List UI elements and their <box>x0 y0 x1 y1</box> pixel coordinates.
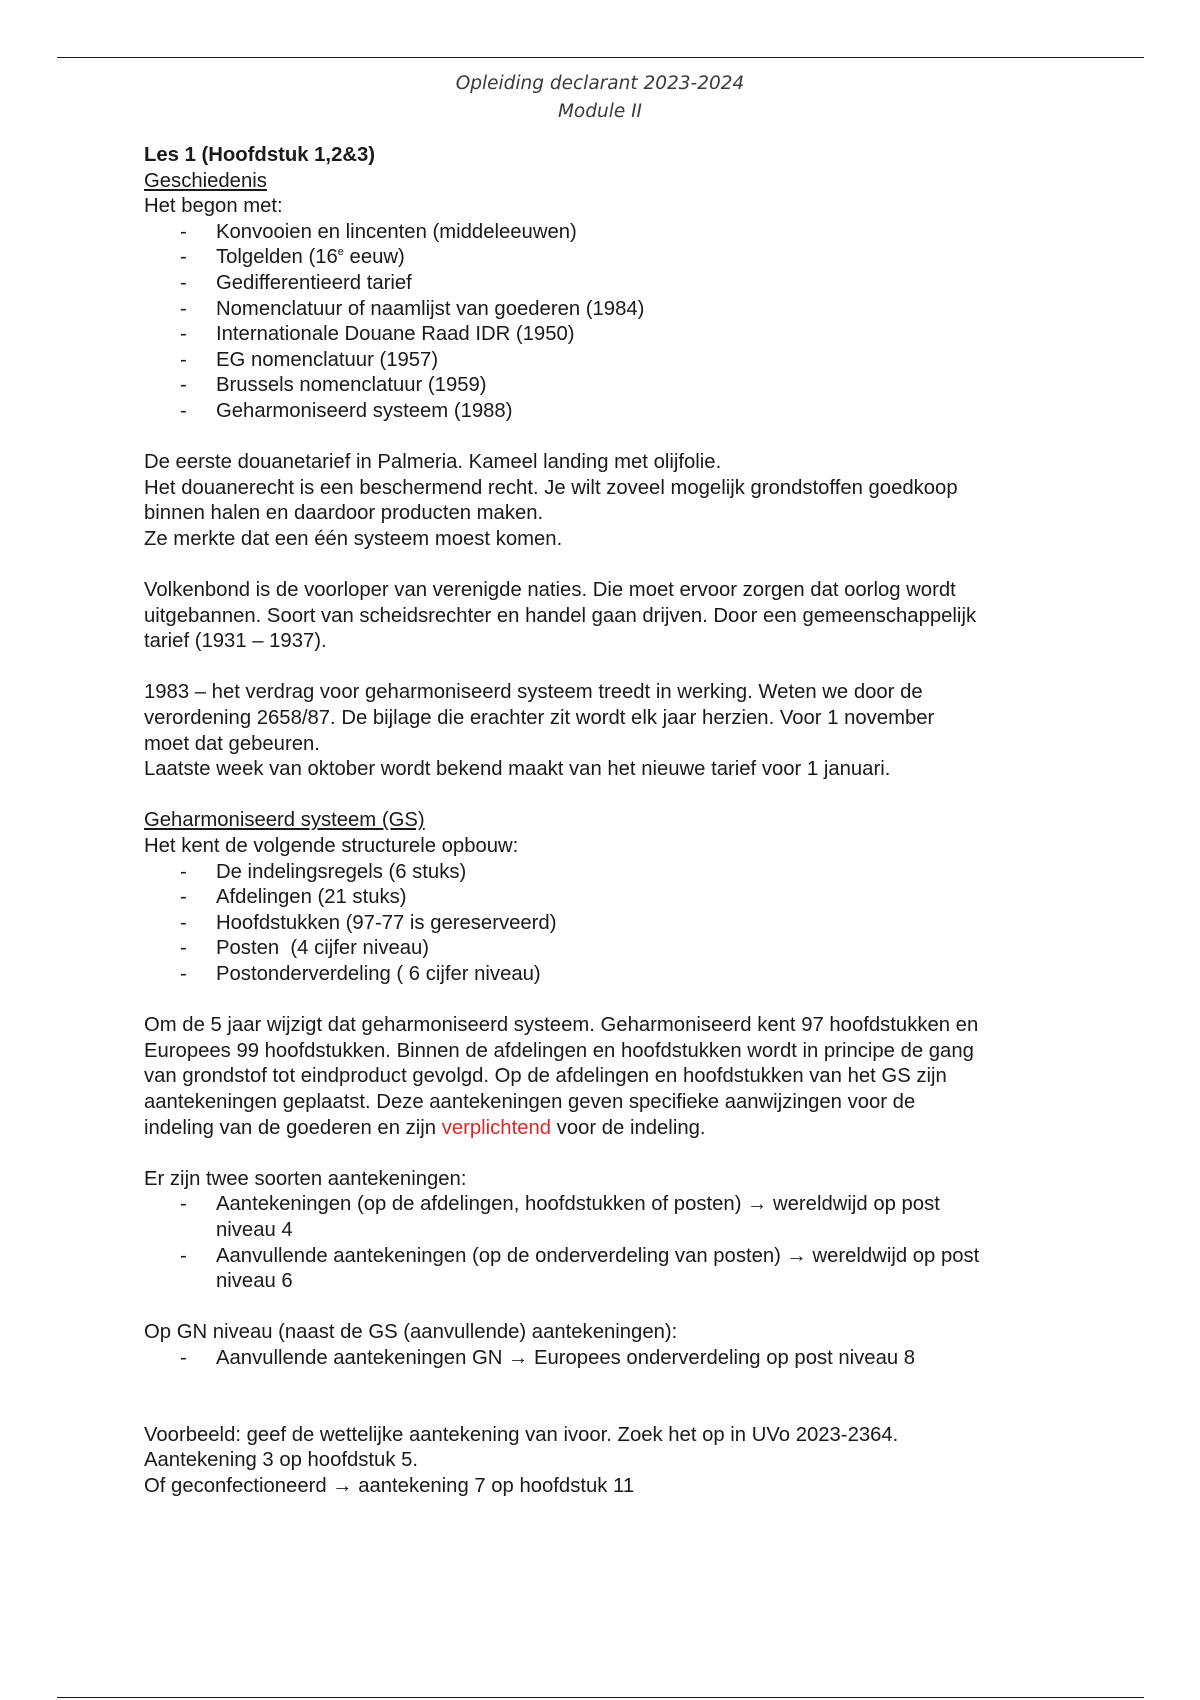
dash-bullet: - <box>180 860 187 883</box>
list-item: - Konvooien en lincenten (middeleeuwen) <box>144 220 1064 246</box>
aantekeningen-intro: Er zijn twee soorten aantekeningen: <box>144 1167 467 1190</box>
list-item: - Postonderverdeling ( 6 cijfer niveau) <box>144 962 1064 988</box>
list-item: - Afdelingen (21 stuks) <box>144 885 1064 911</box>
gs-structure-list <box>144 860 1064 988</box>
section-heading-geschiedenis: Geschiedenis <box>144 169 267 192</box>
list-item: - Aanvullende aantekeningen GN → Europees onderverdeling op post niveau 8 <box>144 1346 1064 1372</box>
lesson-title: Les 1 (Hoofdstuk 1,2&3) <box>144 144 376 166</box>
footer-rule <box>57 1697 1144 1698</box>
dash-bullet: - <box>180 1193 187 1216</box>
paragraph-1983: 1983 – het verdrag voor geharmoniseerd systeem treedt in werking. Weten we door de verordening 2658/87. De bijlage die erachter zit wordt elk jaar herzien. Voor 1 november moet dat gebeuren. Laatste week van oktober wordt bekend maakt van het nieuwe tarief voor 1 januari. <box>144 681 935 781</box>
dash-bullet: - <box>180 937 187 960</box>
highlighted-word: verplichtend <box>441 1116 552 1139</box>
list-item: - Gedifferentieerd tarief <box>144 271 1064 297</box>
dash-bullet: - <box>180 963 187 985</box>
dash-bullet: - <box>180 399 187 422</box>
list-item: - Nomenclatuur of naamlijst van goederen (1984) <box>144 297 1064 323</box>
list-item: - Aanvullende aantekeningen (op de onderverdeling van posten) → wereldwijd op post niveau 6 <box>180 1244 980 1293</box>
page-header <box>0 70 1200 126</box>
dash-bullet: - <box>180 1346 187 1369</box>
list-item: - Hoofdstukken (97-77 is gereserveerd) <box>144 911 1064 937</box>
list-item: - EG nomenclatuur (1957) <box>144 348 1064 374</box>
paragraph-volkenbond: Volkenbond is de voorloper van verenigde naties. Die moet ervoor zorgen dat oorlog wordt uitgebannen. Soort van scheidsrechter en handel gaan drijven. Door een gemeenschappelijk tarief (1931 – 1937). <box>144 579 977 653</box>
list-item: - De indelingsregels (6 stuks) <box>144 860 1064 886</box>
list-item: - Aantekeningen (op de afdelingen, hoofdstukken of posten) → wereldwijd op post niveau 4 <box>180 1193 940 1241</box>
list-item: - Internationale Douane Raad IDR (1950) <box>144 322 1064 348</box>
dash-bullet: - <box>180 886 187 909</box>
header-rule <box>57 57 1144 58</box>
gn-list <box>144 1346 1064 1372</box>
dash-bullet: - <box>180 1244 187 1267</box>
paragraph-palmeria: De eerste douanetarief in Palmeria. Kameel landing met olijfolie. Het douanerecht is een beschermend recht. Je wilt zoveel mogelijk grondstoffen goedkoop binnen halen en daardoor producten maken. Ze merkte dat een één systeem moest komen. <box>144 451 958 550</box>
aantekeningen-list <box>144 1192 1064 1294</box>
section-heading-gs: Geharmoniseerd systeem (GS) <box>144 809 425 832</box>
history-intro: Het begon met: <box>144 195 283 218</box>
paragraph-voorbeeld: Voorbeeld: geef de wettelijke aantekening van ivoor. Zoek het op in UVo 2023-2364. Aantekening 3 op hoofdstuk 5. Of geconfectioneerd → aantekening 7 op hoofdstuk 11 <box>144 1423 899 1497</box>
gn-intro: Op GN niveau (naast de GS (aanvullende) aantekeningen): <box>144 1321 678 1344</box>
history-list <box>144 220 1064 425</box>
list-item: - Geharmoniseerd systeem (1988) <box>144 399 1064 425</box>
gs-intro: Het kent de volgende structurele opbouw: <box>144 835 519 858</box>
dash-bullet: - <box>180 374 187 397</box>
superscript: e <box>337 246 344 259</box>
dash-bullet: - <box>180 911 187 934</box>
paragraph-gs-wijziging: Om de 5 jaar wijzigt dat geharmoniseerd systeem. Geharmoniseerd kent 97 hoofdstukken en Europees 99 hoofdstukken. Binnen de afdelingen en hoofdstukken wordt in principe de gang van grondstof tot eindproduct gevolgd. Op de afdelingen en hoofdstukken van het GS zijn aantekeningen geplaatst. Deze aantekeningen geven specifieke aanwijzingen voor de indeling van de goederen en zijn verplichtend voor de indeling. <box>144 1014 979 1139</box>
dash-bullet: - <box>180 348 187 371</box>
header-module: Module II <box>557 101 643 122</box>
header-course-title: Opleiding declarant 2023-2024 <box>455 73 745 94</box>
list-item: - Brussels nomenclatuur (1959) <box>144 373 1064 399</box>
dash-bullet: - <box>180 220 187 243</box>
dash-bullet: - <box>180 271 187 294</box>
dash-bullet: - <box>180 323 187 346</box>
list-item: - Posten (4 cijfer niveau) <box>144 936 1064 962</box>
list-item: - Tolgelden (16e eeuw) <box>144 245 1064 271</box>
document-body <box>144 143 1064 1499</box>
dash-bullet: - <box>180 246 187 269</box>
dash-bullet: - <box>180 297 187 320</box>
